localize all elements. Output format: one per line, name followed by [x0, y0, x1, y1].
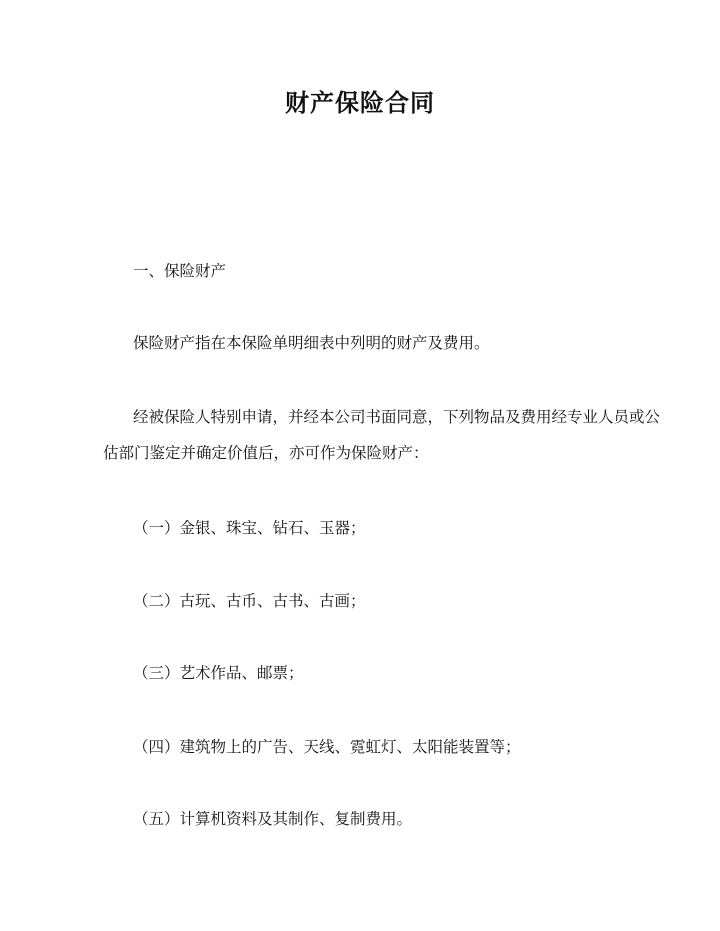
- list-item: （五）计算机资料及其制作、复制费用。: [133, 810, 413, 828]
- list-item: （三）艺术作品、邮票；: [133, 664, 304, 682]
- paragraph-special-request-line-2: 估部门鉴定并确定价值后，亦可作为保险财产：: [103, 444, 429, 462]
- list-item: （一）金银、珠宝、钻石、玉器；: [133, 519, 366, 537]
- paragraph-special-request-line-1: 经被保险人特别申请，并经本公司书面同意，下列物品及费用经专业人员或公: [133, 408, 661, 426]
- list-item: （四）建筑物上的广告、天线、霓虹灯、太阳能装置等；: [133, 738, 521, 756]
- paragraph-insured-property: 保险财产指在本保险单明细表中列明的财产及费用。: [133, 334, 490, 352]
- list-item: （二）古玩、古币、古书、古画；: [133, 592, 366, 610]
- section-heading: 一、保险财产: [133, 262, 227, 280]
- document-title: 财产保险合同: [285, 89, 435, 117]
